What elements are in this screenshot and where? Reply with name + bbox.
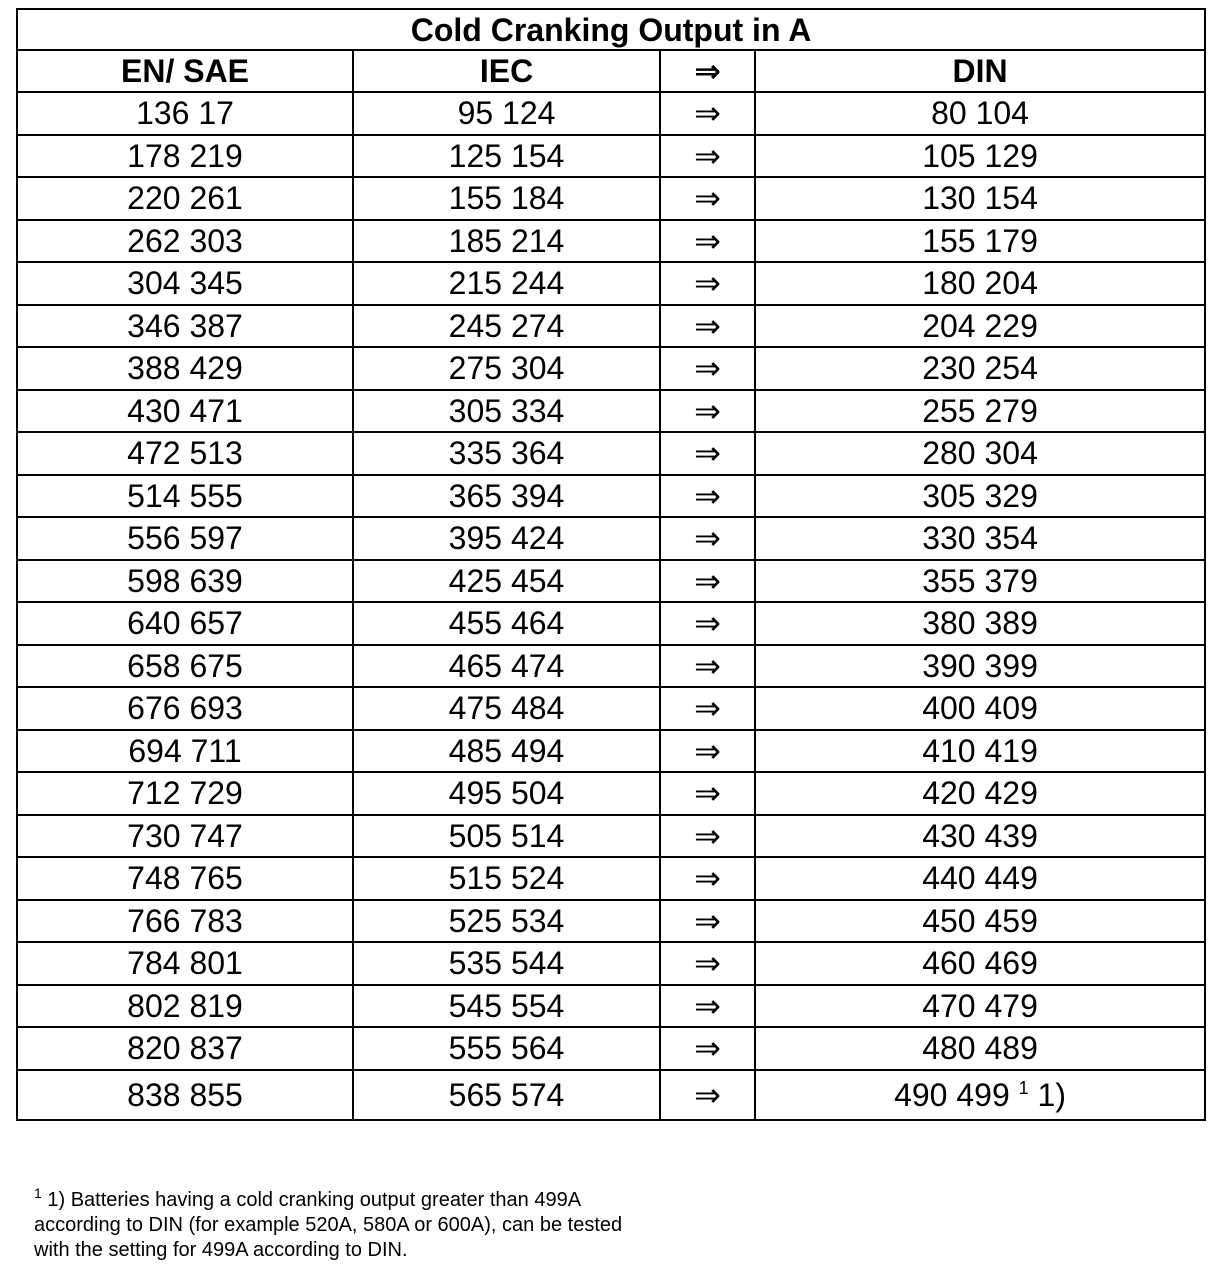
footnote <box>34 1181 794 1263</box>
cold-cranking-table <box>16 8 1206 1121</box>
table-row <box>17 475 1205 518</box>
cell-iec: 395 424 <box>353 517 660 560</box>
cell-din: 180 204 <box>755 262 1205 305</box>
table-row <box>17 687 1205 730</box>
cell-din: 255 279 <box>755 390 1205 433</box>
cell-en-sae: 430 471 <box>17 390 353 433</box>
arrow-icon: ⇒ <box>660 560 755 603</box>
cell-iec: 185 214 <box>353 220 660 263</box>
table-row <box>17 772 1205 815</box>
cell-en-sae: 598 639 <box>17 560 353 603</box>
cell-en-sae: 262 303 <box>17 220 353 263</box>
table-body <box>17 92 1205 1120</box>
cell-iec: 125 154 <box>353 135 660 178</box>
cell-iec: 455 464 <box>353 602 660 645</box>
cell-iec: 245 274 <box>353 305 660 348</box>
cell-en-sae: 220 261 <box>17 177 353 220</box>
cell-din: 330 354 <box>755 517 1205 560</box>
table-row <box>17 305 1205 348</box>
footnote-line-2: according to DIN (for example 520A, 580A or 600A), can be tested <box>34 1214 623 1236</box>
arrow-icon: ⇒ <box>660 1027 755 1070</box>
cell-iec: 515 524 <box>353 857 660 900</box>
table-title-row <box>17 9 1205 50</box>
arrow-icon: ⇒ <box>660 602 755 645</box>
table-row <box>17 517 1205 560</box>
footnote-line-1: 1) Batteries having a cold cranking output greater than 499A <box>47 1189 582 1211</box>
cell-din: 480 489 <box>755 1027 1205 1070</box>
arrow-icon: ⇒ <box>660 900 755 943</box>
cell-iec: 305 334 <box>353 390 660 433</box>
table-row <box>17 1027 1205 1070</box>
footnote-line <box>34 1181 794 1213</box>
cell-en-sae: 472 513 <box>17 432 353 475</box>
cell-en-sae: 712 729 <box>17 772 353 815</box>
table-row <box>17 985 1205 1028</box>
arrow-icon: ⇒ <box>660 517 755 560</box>
table-row <box>17 602 1205 645</box>
cell-iec: 425 454 <box>353 560 660 603</box>
table-row <box>17 730 1205 773</box>
cell-en-sae: 388 429 <box>17 347 353 390</box>
cell-iec: 555 564 <box>353 1027 660 1070</box>
table-row-last <box>17 1070 1205 1120</box>
cell-din: 460 469 <box>755 942 1205 985</box>
din-value: 490 499 <box>894 1076 1010 1113</box>
cell-din: 440 449 <box>755 857 1205 900</box>
cell-iec: 545 554 <box>353 985 660 1028</box>
cell-en-sae: 178 219 <box>17 135 353 178</box>
column-header-din: DIN <box>755 50 1205 92</box>
table-row <box>17 857 1205 900</box>
cell-iec: 335 364 <box>353 432 660 475</box>
arrow-icon: ⇒ <box>660 730 755 773</box>
cell-en-sae: 640 657 <box>17 602 353 645</box>
arrow-icon: ⇒ <box>660 985 755 1028</box>
cell-din: 355 379 <box>755 560 1205 603</box>
arrow-icon: ⇒ <box>660 177 755 220</box>
cell-en-sae: 556 597 <box>17 517 353 560</box>
cell-en-sae: 304 345 <box>17 262 353 305</box>
cell-en-sae: 820 837 <box>17 1027 353 1070</box>
cell-din: 305 329 <box>755 475 1205 518</box>
cell-en-sae: 730 747 <box>17 815 353 858</box>
arrow-icon: ⇒ <box>660 815 755 858</box>
cell-en-sae: 676 693 <box>17 687 353 730</box>
cell-din: 430 439 <box>755 815 1205 858</box>
arrow-icon: ⇒ <box>660 432 755 475</box>
arrow-icon: ⇒ <box>660 220 755 263</box>
table-row <box>17 347 1205 390</box>
table-row <box>17 432 1205 475</box>
cell-din: 105 129 <box>755 135 1205 178</box>
table-row <box>17 92 1205 135</box>
cell-din: 400 409 <box>755 687 1205 730</box>
cell-din: 380 389 <box>755 602 1205 645</box>
table-row <box>17 220 1205 263</box>
cell-din: 155 179 <box>755 220 1205 263</box>
arrow-icon: ⇒ <box>660 262 755 305</box>
cell-iec: 475 484 <box>353 687 660 730</box>
cell-en-sae: 514 555 <box>17 475 353 518</box>
arrow-icon: ⇒ <box>660 942 755 985</box>
cell-din <box>755 1070 1205 1120</box>
table-row <box>17 645 1205 688</box>
table-row <box>17 815 1205 858</box>
cell-iec: 215 244 <box>353 262 660 305</box>
footnote-ref: 1) <box>1037 1076 1066 1113</box>
cell-din: 390 399 <box>755 645 1205 688</box>
arrow-icon: ⇒ <box>660 772 755 815</box>
cell-din: 80 104 <box>755 92 1205 135</box>
cell-iec: 465 474 <box>353 645 660 688</box>
arrow-icon: ⇒ <box>660 687 755 730</box>
arrow-icon: ⇒ <box>660 92 755 135</box>
cell-iec: 525 534 <box>353 900 660 943</box>
cell-din: 130 154 <box>755 177 1205 220</box>
column-header-en-sae: EN/ SAE <box>17 50 353 92</box>
footnote-line-3: with the setting for 499A according to DIN. <box>34 1239 408 1261</box>
cell-iec: 365 394 <box>353 475 660 518</box>
arrow-icon: ⇒ <box>660 645 755 688</box>
footnote-marker: 1 <box>1018 1077 1029 1098</box>
cell-en-sae: 748 765 <box>17 857 353 900</box>
cell-iec: 155 184 <box>353 177 660 220</box>
cell-en-sae: 784 801 <box>17 942 353 985</box>
table-row <box>17 560 1205 603</box>
table-row <box>17 900 1205 943</box>
table-header-row <box>17 50 1205 92</box>
cell-en-sae: 694 711 <box>17 730 353 773</box>
cell-iec: 565 574 <box>353 1070 660 1120</box>
cell-iec: 95 124 <box>353 92 660 135</box>
cell-en-sae: 658 675 <box>17 645 353 688</box>
cell-en-sae: 136 17 <box>17 92 353 135</box>
cell-din: 410 419 <box>755 730 1205 773</box>
cell-din: 230 254 <box>755 347 1205 390</box>
column-header-arrow: ⇒ <box>660 50 755 92</box>
table-row <box>17 942 1205 985</box>
cell-iec: 485 494 <box>353 730 660 773</box>
table-row <box>17 135 1205 178</box>
cell-din: 280 304 <box>755 432 1205 475</box>
table-title: Cold Cranking Output in A <box>17 9 1205 50</box>
cell-din: 420 429 <box>755 772 1205 815</box>
cell-iec: 495 504 <box>353 772 660 815</box>
arrow-icon: ⇒ <box>660 135 755 178</box>
arrow-icon: ⇒ <box>660 390 755 433</box>
table-row <box>17 262 1205 305</box>
cell-din: 204 229 <box>755 305 1205 348</box>
cell-en-sae: 346 387 <box>17 305 353 348</box>
arrow-icon: ⇒ <box>660 857 755 900</box>
cell-en-sae: 766 783 <box>17 900 353 943</box>
arrow-icon: ⇒ <box>660 347 755 390</box>
table-row <box>17 177 1205 220</box>
cell-en-sae: 802 819 <box>17 985 353 1028</box>
cell-din: 470 479 <box>755 985 1205 1028</box>
cell-iec: 535 544 <box>353 942 660 985</box>
arrow-icon: ⇒ <box>660 305 755 348</box>
cell-iec: 275 304 <box>353 347 660 390</box>
cell-en-sae: 838 855 <box>17 1070 353 1120</box>
table-row <box>17 390 1205 433</box>
footnote-sup: 1 <box>34 1185 42 1201</box>
cell-din: 450 459 <box>755 900 1205 943</box>
arrow-icon: ⇒ <box>660 475 755 518</box>
arrow-icon: ⇒ <box>660 1070 755 1120</box>
cell-iec: 505 514 <box>353 815 660 858</box>
column-header-iec: IEC <box>353 50 660 92</box>
